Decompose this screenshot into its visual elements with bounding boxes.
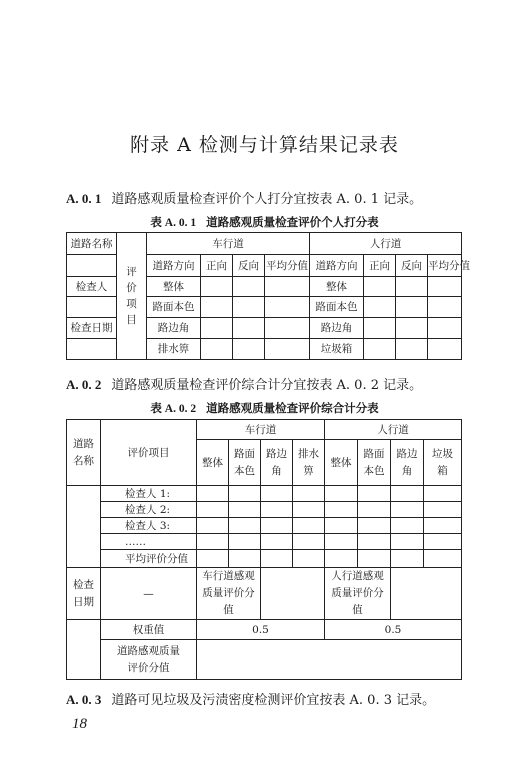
score-cell[interactable] [358, 518, 391, 534]
score-cell[interactable] [197, 534, 229, 550]
score-cell[interactable] [201, 277, 233, 297]
composite-score-table [66, 419, 462, 680]
lane-item: 排水箅 [147, 339, 201, 360]
score-cell[interactable] [229, 486, 261, 502]
forward-header: 正向 [364, 255, 396, 277]
lane-col-surface: 路面本色 [229, 440, 261, 486]
check-date-label: 检查日期 [67, 568, 101, 620]
score-cell[interactable] [265, 277, 310, 297]
score-cell[interactable] [229, 534, 261, 550]
score-cell[interactable] [201, 318, 233, 339]
sidewalk-score-value[interactable] [391, 568, 462, 620]
lane-score-value[interactable] [261, 568, 325, 620]
score-cell[interactable] [358, 486, 391, 502]
score-cell[interactable] [293, 502, 325, 518]
clause-text: 道路感观质量检查评价综合计分宜按表 A. 0. 2 记录。 [111, 378, 423, 393]
direction-header: 道路方向 [310, 255, 364, 277]
road-name-label: 道路名称 [67, 420, 101, 486]
score-cell[interactable] [197, 550, 229, 568]
personal-score-table [66, 232, 470, 360]
inspector-row-label: 检查人 2: [101, 502, 197, 518]
weight-label: 权重值 [101, 620, 197, 640]
score-cell[interactable] [424, 534, 462, 550]
road-name-label: 道路名称 [67, 233, 117, 255]
score-cell[interactable] [364, 318, 396, 339]
road-name-value[interactable] [67, 255, 117, 277]
score-cell[interactable] [261, 550, 293, 568]
score-cell[interactable] [424, 502, 462, 518]
average-header: 平均分值 [265, 255, 310, 277]
caption-number: 表 A. 0. 1 [150, 217, 197, 229]
score-cell[interactable] [358, 502, 391, 518]
road-score-label: 道路感观质量评价分值 [101, 640, 197, 680]
sidewalk-item: 路面本色 [310, 297, 364, 318]
score-cell[interactable] [293, 534, 325, 550]
lane-header: 车行道 [197, 420, 325, 440]
weight-lane: 0.5 [197, 620, 325, 640]
inspector-row-label: …… [101, 534, 197, 550]
lane-item: 路边角 [147, 318, 201, 339]
table2-caption [0, 400, 529, 416]
check-date-value[interactable] [67, 620, 101, 680]
score-cell[interactable] [233, 318, 265, 339]
score-cell[interactable] [325, 518, 358, 534]
score-cell[interactable] [197, 486, 229, 502]
sidewalk-item: 垃圾箱 [310, 339, 364, 360]
score-cell[interactable] [293, 518, 325, 534]
score-cell[interactable] [391, 518, 424, 534]
score-cell[interactable] [364, 297, 396, 318]
table1-caption [0, 214, 529, 230]
score-cell[interactable] [201, 339, 233, 360]
clause-number: A. 0. 3 [66, 692, 102, 707]
lane-score-label: 车行道感观质量评价分值 [197, 568, 261, 620]
score-cell[interactable] [197, 518, 229, 534]
page-number: 18 [72, 716, 87, 732]
score-cell[interactable] [424, 486, 462, 502]
clause-a02 [66, 374, 422, 393]
score-cell[interactable] [391, 534, 424, 550]
sidewalk-col-whole: 整体 [325, 440, 358, 486]
score-cell[interactable] [325, 486, 358, 502]
score-cell[interactable] [424, 518, 462, 534]
inspector-row-label: 检查人 3: [101, 518, 197, 534]
score-cell[interactable] [358, 550, 391, 568]
score-cell[interactable] [261, 534, 293, 550]
score-cell[interactable] [428, 339, 462, 360]
direction-header: 道路方向 [147, 255, 201, 277]
inspector-row-label: 检查人 1: [101, 486, 197, 502]
inspector-label: 检查人 [67, 277, 117, 297]
clause-number: A. 0. 1 [66, 191, 102, 206]
score-cell[interactable] [233, 339, 265, 360]
score-cell[interactable] [325, 534, 358, 550]
sidewalk-col-surface: 路面本色 [358, 440, 391, 486]
sidewalk-score-label: 人行道感观质量评价分值 [325, 568, 391, 620]
eval-item-label: 评价项目 [101, 420, 197, 486]
reverse-header: 反向 [396, 255, 428, 277]
sidewalk-header: 人行道 [325, 420, 462, 440]
caption-number: 表 A. 0. 2 [150, 403, 197, 415]
score-cell[interactable] [229, 550, 261, 568]
lane-col-edge: 路边角 [261, 440, 293, 486]
lane-item: 整体 [147, 277, 201, 297]
score-cell[interactable] [396, 318, 428, 339]
check-date-value[interactable] [67, 339, 117, 360]
score-cell[interactable] [391, 502, 424, 518]
score-cell[interactable] [364, 277, 396, 297]
score-cell[interactable] [265, 339, 310, 360]
average-header: 平均分值 [428, 255, 462, 277]
score-cell[interactable] [428, 277, 462, 297]
lane-col-drain: 排水箅 [293, 440, 325, 486]
caption-title: 道路感观质量检查评价个人打分表 [206, 215, 379, 229]
caption-title: 道路感观质量检查评价综合计分表 [206, 401, 379, 415]
lane-item: 路面本色 [147, 297, 201, 318]
score-cell[interactable] [261, 518, 293, 534]
lane-header: 车行道 [147, 233, 310, 255]
score-cell[interactable] [325, 502, 358, 518]
reverse-header: 反向 [233, 255, 265, 277]
score-cell[interactable] [233, 277, 265, 297]
sidewalk-item: 路边角 [310, 318, 364, 339]
forward-header: 正向 [201, 255, 233, 277]
score-cell[interactable] [391, 550, 424, 568]
sidewalk-col-edge: 路边角 [391, 440, 424, 486]
eval-item-label: 评价项目 [117, 233, 147, 360]
score-cell[interactable] [261, 502, 293, 518]
score-cell[interactable] [364, 339, 396, 360]
score-cell[interactable] [197, 502, 229, 518]
score-cell[interactable] [396, 339, 428, 360]
score-cell[interactable] [325, 550, 358, 568]
score-cell[interactable] [261, 486, 293, 502]
page-title: 附录 A 检测与计算结果记录表 [130, 134, 399, 156]
clause-text: 道路感观质量检查评价个人打分宜按表 A. 0. 1 记录。 [111, 192, 423, 207]
score-cell[interactable] [391, 486, 424, 502]
score-cell[interactable] [428, 318, 462, 339]
score-cell[interactable] [229, 502, 261, 518]
score-cell[interactable] [293, 550, 325, 568]
score-cell[interactable] [428, 297, 462, 318]
sidewalk-item: 整体 [310, 277, 364, 297]
weight-sidewalk: 0.5 [325, 620, 462, 640]
sidewalk-header: 人行道 [310, 233, 462, 255]
score-cell[interactable] [424, 550, 462, 568]
clause-a01 [66, 188, 422, 207]
score-cell[interactable] [293, 486, 325, 502]
clause-a03 [66, 689, 435, 708]
score-cell[interactable] [265, 318, 310, 339]
inspector-value[interactable] [67, 297, 117, 318]
clause-number: A. 0. 2 [66, 377, 102, 392]
score-cell[interactable] [358, 534, 391, 550]
score-cell[interactable] [229, 518, 261, 534]
check-date-label: 检查日期 [67, 318, 117, 339]
average-score-label: 平均评价分值 [101, 550, 197, 568]
score-cell[interactable] [201, 297, 233, 318]
clause-text: 道路可见垃圾及污渍密度检测评价宜按表 A. 0. 3 记录。 [111, 693, 436, 708]
road-score-value[interactable] [197, 640, 462, 680]
score-cell[interactable] [265, 297, 310, 318]
score-cell[interactable] [396, 297, 428, 318]
score-cell[interactable] [233, 297, 265, 318]
sidewalk-col-bin: 垃圾箱 [424, 440, 462, 486]
lane-col-whole: 整体 [197, 440, 229, 486]
score-cell[interactable] [396, 277, 428, 297]
road-name-value[interactable] [67, 486, 101, 568]
dash-cell: — [101, 568, 197, 620]
